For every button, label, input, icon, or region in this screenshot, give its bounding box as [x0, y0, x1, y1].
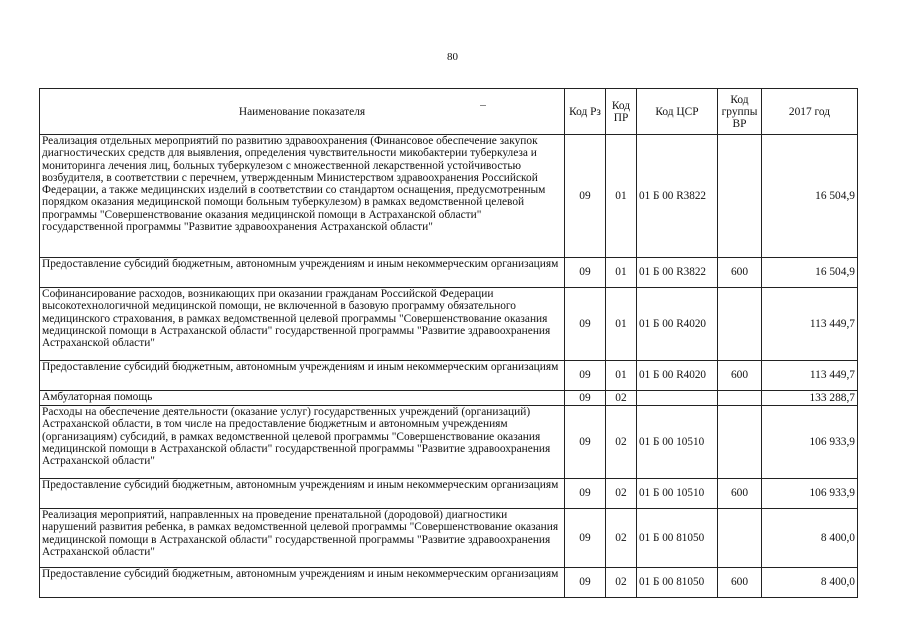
table-row	[40, 391, 858, 406]
row-name: Предоставление субсидий бюджетным, автономным учреждениям и иным некоммерческим организациям	[40, 568, 565, 598]
row-amount: 8 400,0	[762, 509, 858, 568]
row-amount: 113 449,7	[762, 288, 858, 361]
header-year: 2017 год	[762, 89, 858, 135]
row-pr: 02	[606, 568, 637, 598]
table-row	[40, 135, 858, 258]
row-rz: 09	[565, 568, 606, 598]
row-amount: 106 933,9	[762, 406, 858, 479]
row-name: Предоставление субсидий бюджетным, автономным учреждениям и иным некоммерческим организациям	[40, 479, 565, 509]
row-csr: 01 Б 00 R3822	[637, 258, 718, 288]
row-rz: 09	[565, 135, 606, 258]
row-vr: 600	[718, 479, 762, 509]
row-pr: 01	[606, 361, 637, 391]
row-vr: 600	[718, 568, 762, 598]
row-rz: 09	[565, 509, 606, 568]
row-name: Софинансирование расходов, возникающих при оказании гражданам Российской Федерации высокотехнологичной медицинской помощи, не включенной в базовую программу обязательного медицинского страхования, в рамках ведомственной целевой программы "Совершенствование оказания медицинской помощи в Астраханской области" государственной программы "Развитие здравоохранения Астраханской области"	[40, 288, 565, 361]
row-amount: 16 504,9	[762, 135, 858, 258]
row-name: Реализация мероприятий, направленных на проведение пренатальной (дородовой) диагностики нарушений развития ребенка, в рамках ведомственной целевой программы "Совершенствование оказания медицинской помощи в Астраханской области" государственной программы "Развитие здравоохранения Астраханской области"	[40, 509, 565, 568]
row-rz: 09	[565, 258, 606, 288]
row-name: Расходы на обеспечение деятельности (оказание услуг) государственных учреждений (организаций) Астраханской области, в том числе на предоставление бюджетным и автономным учреждениям (организациям) субсидий, в рамках ведомственной целевой программы "Совершенствование оказания медицинской помощи в Астраханской области" государственной программы "Развитие здравоохранения Астраханской области"	[40, 406, 565, 479]
row-pr: 01	[606, 288, 637, 361]
row-name: Реализация отдельных мероприятий по развитию здравоохранения (Финансовое обеспечение закупок диагностических средств для выявления, определения чувствительности микобактерии туберкулеза и мониторинга лечения лиц, больных туберкулезом с множественной лекарственной устойчивостью возбудителя, в соответствии с перечнем, утвержденным Министерством здравоохранения Российской Федерации, а также медицинских изделий в соответствии со стандартом оснащения, предусмотренным порядком оказания медицинской помощи больным туберкулезом) в рамках ведомственной целевой программы "Совершенствование оказания медицинской помощи в Астраханской области" государственной программы "Развитие здравоохранения Астраханской области"	[40, 135, 565, 258]
row-name: Предоставление субсидий бюджетным, автономным учреждениям и иным некоммерческим организациям	[40, 258, 565, 288]
row-amount: 113 449,7	[762, 361, 858, 391]
row-name: Амбулаторная помощь	[40, 391, 565, 406]
row-csr: 01 Б 00 R4020	[637, 288, 718, 361]
row-vr	[718, 406, 762, 479]
row-csr: 01 Б 00 R4020	[637, 361, 718, 391]
page-number: 80	[447, 51, 458, 63]
header-pr: Код ПР	[606, 89, 637, 135]
row-vr	[718, 391, 762, 406]
row-amount: 8 400,0	[762, 568, 858, 598]
table-row	[40, 479, 858, 509]
table-row	[40, 361, 858, 391]
table-header-row	[40, 89, 858, 135]
row-pr: 01	[606, 135, 637, 258]
budget-table	[39, 88, 858, 598]
row-pr: 02	[606, 479, 637, 509]
row-csr: 01 Б 00 R3822	[637, 135, 718, 258]
row-csr: 01 Б 00 10510	[637, 479, 718, 509]
row-amount: 106 933,9	[762, 479, 858, 509]
table-row	[40, 568, 858, 598]
row-amount: 133 288,7	[762, 391, 858, 406]
row-vr	[718, 135, 762, 258]
row-csr	[637, 391, 718, 406]
row-csr: 01 Б 00 10510	[637, 406, 718, 479]
row-pr: 02	[606, 406, 637, 479]
row-rz: 09	[565, 406, 606, 479]
table-row	[40, 406, 858, 479]
row-pr: 01	[606, 258, 637, 288]
row-amount: 16 504,9	[762, 258, 858, 288]
header-vr: Код группы ВР	[718, 89, 762, 135]
header-name: Наименование показателя	[40, 89, 565, 135]
row-csr: 01 Б 00 81050	[637, 568, 718, 598]
row-rz: 09	[565, 479, 606, 509]
header-csr: Код ЦСР	[637, 89, 718, 135]
row-pr: 02	[606, 391, 637, 406]
table-row	[40, 509, 858, 568]
row-rz: 09	[565, 288, 606, 361]
row-vr	[718, 509, 762, 568]
row-rz: 09	[565, 361, 606, 391]
row-vr: 600	[718, 361, 762, 391]
header-rz: Код Рз	[565, 89, 606, 135]
row-pr: 02	[606, 509, 637, 568]
row-vr: 600	[718, 258, 762, 288]
row-csr: 01 Б 00 81050	[637, 509, 718, 568]
table-row	[40, 288, 858, 361]
row-rz: 09	[565, 391, 606, 406]
row-vr	[718, 288, 762, 361]
row-name: Предоставление субсидий бюджетным, автономным учреждениям и иным некоммерческим организациям	[40, 361, 565, 391]
table-row	[40, 258, 858, 288]
